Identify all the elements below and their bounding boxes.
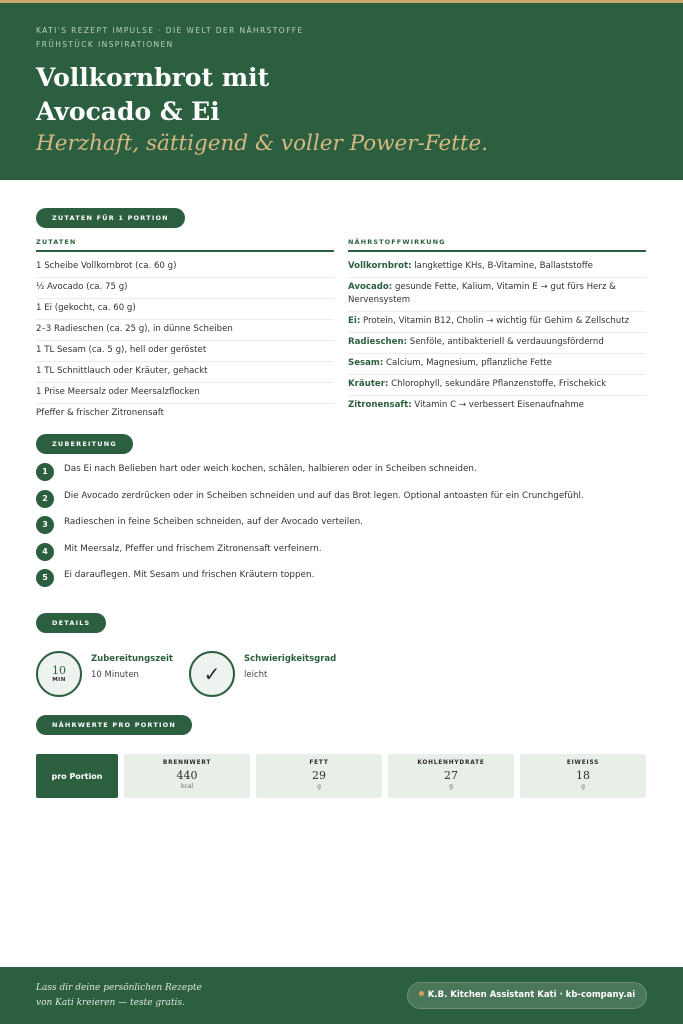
step-text: Die Avocado zerdrücken oder in Scheiben schneiden und auf das Brot legen. Optional antoasten für ein Crunchgefühl. [64,490,584,501]
nutrient-name: Zitronensaft: [348,400,412,410]
nutrition-label: BRENNWERT [162,760,212,766]
page-footer [0,967,683,1024]
ingredient-item: 1 Ei (gekocht, ca. 60 g) [36,299,334,320]
nutrition-unit: g [449,783,453,790]
ingredients-list [36,257,334,424]
nutrition-cell-fat [256,754,382,798]
step-number: 4 [36,543,54,561]
check-icon: ✓ [203,662,221,686]
prep-time-value: 10 Minuten [91,670,139,680]
preparation-step [36,462,656,489]
step-number: 1 [36,463,54,481]
nutrients-list [348,257,646,416]
ingredients-pill: ZUTATEN FÜR 1 PORTION [36,208,185,228]
nutrient-item [348,354,646,375]
step-text: Radieschen in feine Scheiben schneiden, auf der Avocado verteilen. [64,517,364,527]
dot-icon [419,991,424,996]
preparation-step [36,515,656,542]
nutrient-text: langkettige KHs, B-Vitamine, Ballaststoffe [411,261,593,271]
nutrient-text: Chlorophyll, sekundäre Pflanzenstoffe, Frischekick [388,379,607,389]
ingredient-item: 1 Scheibe Vollkornbrot (ca. 60 g) [36,257,334,278]
nutrition-value: 27 [444,769,458,782]
ingredients-heading: ZUTATEN [36,238,334,252]
prep-time-detail [36,651,173,697]
nutrition-pill: NÄHRWERTE PRO PORTION [36,715,192,735]
difficulty-label: Schwierigkeitsgrad [244,654,337,664]
nutrient-text: Calcium, Magnesium, pflanzliche Fette [383,358,552,368]
nutrient-text: Senföle, antibakteriell & verdauungsfördernd [407,337,604,347]
details-pill: DETAILS [36,613,106,633]
nutrition-unit: kcal [180,783,194,790]
header-kicker: KATI'S REZEPT IMPULSE · DIE WELT DER NÄHRSTOFFE [36,26,304,35]
ingredient-item: ½ Avocado (ca. 75 g) [36,278,334,299]
prep-time-number: 10 [52,664,66,677]
nutrition-unit: g [317,783,321,790]
step-number: 2 [36,490,54,508]
prep-time-unit: MIN [52,677,66,683]
recipe-subtitle: Herzhaft, sättigend & voller Power-Fette. [36,131,489,156]
difficulty-circle [189,651,235,697]
ingredients-column [36,238,334,424]
ingredient-item: 1 Prise Meersalz oder Meersalzflocken [36,383,334,404]
preparation-step [36,568,656,595]
prep-time-circle [36,651,82,697]
nutrient-text: Protein, Vitamin B12, Cholin → wichtig für Gehirn & Zellschutz [360,316,630,326]
nutrient-name: Sesam: [348,358,384,368]
step-text: Mit Meersalz, Pfeffer und frischem Zitronensaft verfeinern. [64,543,322,554]
step-number: 5 [36,569,54,587]
nutrition-cell-carbs [388,754,514,798]
nutrient-item [348,257,646,278]
nutrition-cell-protein [520,754,646,798]
nutrients-column [348,238,646,416]
step-text: Ei darauflegen. Mit Sesam und frischen Kräutern toppen. [64,570,315,580]
ingredient-item: 1 TL Sesam (ca. 5 g), hell oder geröstet [36,341,334,362]
assistant-link-text: K.B. Kitchen Assistant Kati · kb-company.ai [427,990,636,1000]
nutrients-heading: NÄHRSTOFFWIRKUNG [348,238,646,252]
step-text: Das Ei nach Belieben hart oder weich kochen, schälen, halbieren oder in Scheiben schneiden. [64,464,477,474]
ingredient-item: 2–3 Radieschen (ca. 25 g), in dünne Scheiben [36,320,334,341]
preparation-step [36,489,656,516]
preparation-steps [36,462,656,595]
nutrient-item [348,278,646,312]
prep-time-text [91,654,173,680]
footer-tagline-line: von Kati kreieren — teste gratis. [36,997,185,1008]
recipe-header [0,3,683,180]
nutrition-value: 440 [176,769,198,782]
prep-time-label: Zubereitungszeit [91,654,173,664]
nutrition-label: EIWEISS [566,760,600,766]
assistant-link-badge[interactable] [407,982,647,1009]
nutrient-name: Avocado: [348,282,393,292]
nutrient-name: Kräuter: [348,379,389,389]
nutrition-row-label: pro Portion [36,754,118,798]
step-number: 3 [36,516,54,534]
footer-tagline [36,981,266,1010]
ingredient-item: 1 TL Schnittlauch oder Kräuter, gehackt [36,362,334,383]
nutrition-value: 29 [312,769,326,782]
nutrient-name: Radieschen: [348,337,408,347]
nutrient-name: Ei: [348,316,361,326]
nutrient-item [348,333,646,354]
nutrition-cell-energy [124,754,250,798]
difficulty-value: leicht [244,670,268,680]
preparation-step [36,542,656,569]
difficulty-text [244,654,336,680]
nutrition-label: KOHLENHYDRATE [417,760,485,766]
difficulty-detail [189,651,336,697]
nutrient-item [348,375,646,396]
nutrition-label: FETT [309,760,329,766]
nutrient-text: Vitamin C → verbessert Eisenaufnahme [411,400,584,410]
footer-tagline-line: Lass dir deine persönlichen Rezepte [36,983,202,993]
nutrient-text: gesunde Fette, Kalium, Vitamin E → gut fürs Herz & Nervensystem [348,282,616,305]
header-category: FRÜHSTÜCK INSPIRATIONEN [36,40,174,49]
nutrition-unit: g [581,783,585,790]
nutrient-item [348,312,646,333]
ingredient-item: Pfeffer & frischer Zitronensaft [36,408,164,418]
nutrient-name: Vollkornbrot: [348,261,412,271]
nutrient-item [348,396,646,416]
recipe-title: Vollkornbrot mit Avocado & Ei [36,63,270,126]
nutrition-table [36,754,646,798]
preparation-pill: ZUBEREITUNG [36,434,133,454]
nutrition-value: 18 [576,769,590,782]
